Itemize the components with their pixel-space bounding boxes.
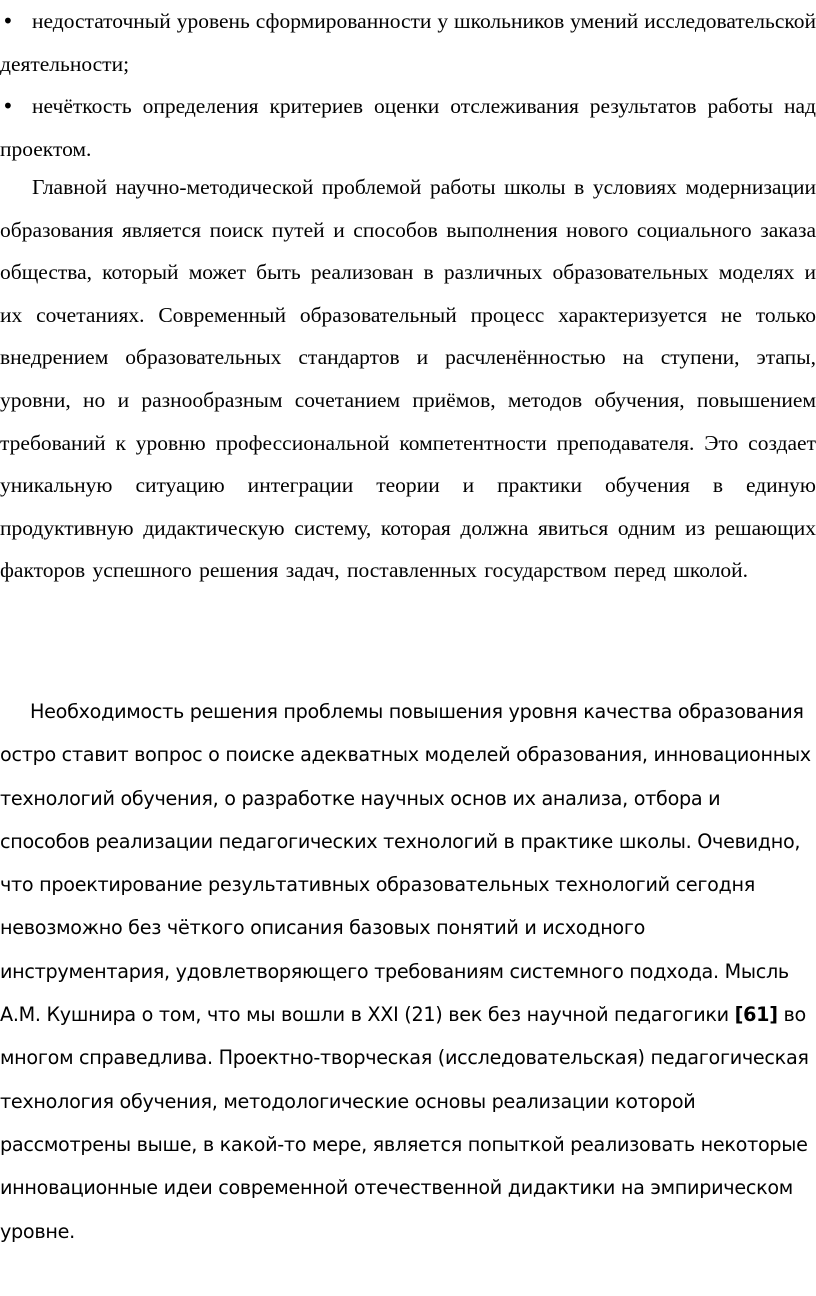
bullet-icon: • <box>2 9 14 33</box>
bullet-list <box>0 0 816 170</box>
bullet-text: нечёткость определения критериев оценки отслеживания результатов работы над проектом. <box>0 94 816 161</box>
list-item <box>0 85 816 170</box>
paragraph-text-start: Необходимость решения проблемы повышения уровня качества образования остро ставит вопрос о поиске адекватных моделей образования, инновационных технологий обучения, о разработке научных основ их анализа, отбора и способов реализации педагогических технологий в практике школы. Очевидно, что проектирование результативных образовательных технологий сегодня невозможно без чёткого описания базовых понятий и исходного инструментария, удовлетворяющего требованиям системного подхода. Мысль А.М. Кушнира о том, что мы вошли в XXI (21) век без научной педагогики <box>0 700 811 1027</box>
body-paragraph-main-problem: Главной научно-методической проблемой работы школы в условиях модернизации образования является поиск путей и способов выполнения нового социального заказа общества, который может быть реализован в различных образовательных моделях и их сочетаниях. Современный образовательный процесс характеризуется не только внедрением образовательных стандартов и расчленённостью на ступени, этапы, уровни, но и разнообразным сочетанием приёмов, методов обучения, повышением требований к уровню профессиональной компетентности преподавателя. Это создает уникальную ситуацию интеграции теории и практики обучения в единую продуктивную дидактическую систему, которая должна явиться одним из решающих факторов успешного решения задач, поставленных государством перед школой. <box>0 175 816 583</box>
citation-reference: [61] <box>734 1003 778 1027</box>
body-paragraph-quality <box>0 690 812 1253</box>
bullet-text: недостаточный уровень сформированности у школьников умений исследовательской деятельности; <box>0 9 816 76</box>
paragraph-text-end: во многом справедлива. Проектно-творческая (исследовательская) педагогическая технология обучения, методологические основы реализации которой рассмотрены выше, в какой-то мере, является попыткой реализовать некоторые инновационные идеи современной отечественной дидактики на эмпирическом уровне. <box>0 1003 809 1243</box>
list-item <box>0 0 816 85</box>
bullet-icon: • <box>2 94 14 119</box>
